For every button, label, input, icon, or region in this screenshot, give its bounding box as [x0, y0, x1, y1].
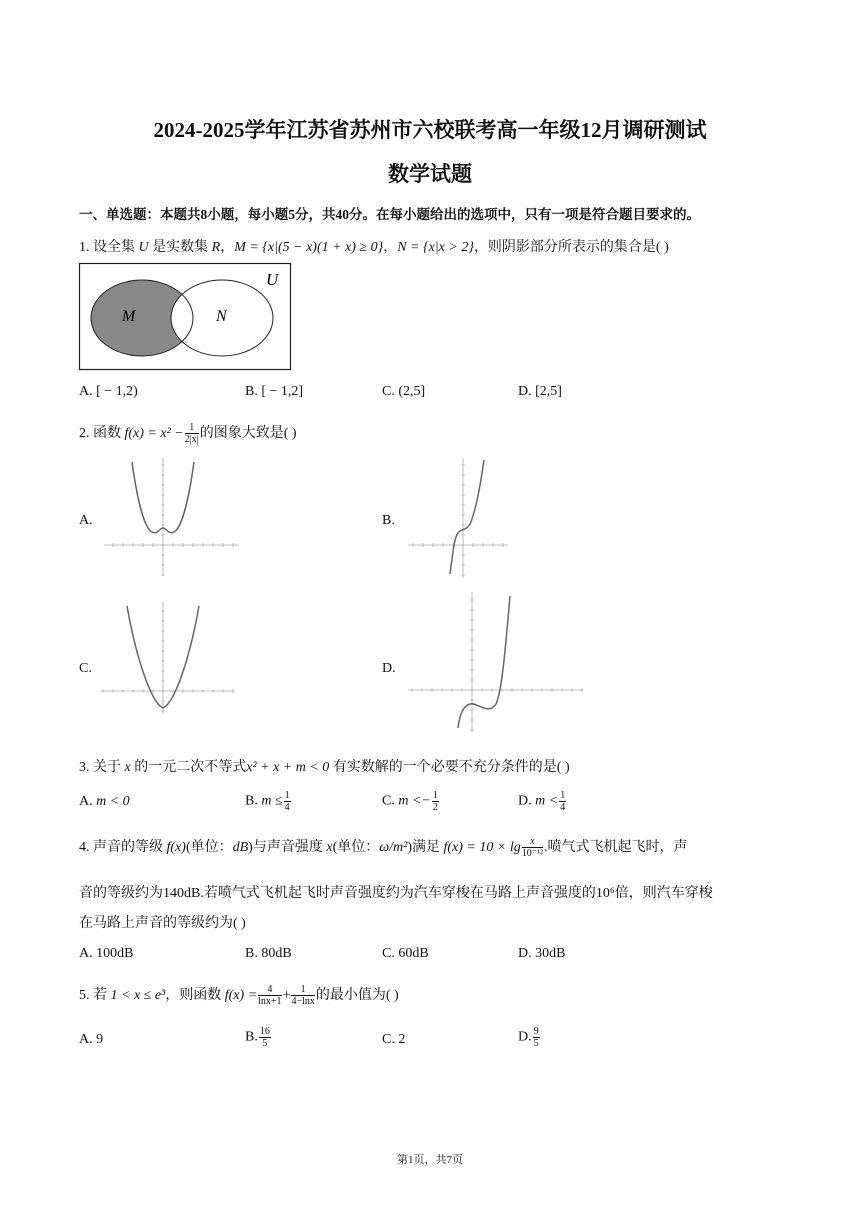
graph-d [408, 592, 583, 732]
graph-c [100, 602, 235, 714]
page-footer: 第1页，共7页 [397, 1154, 463, 1166]
q5-option-d: D. $\frac{9}{5}$ [518, 1026, 539, 1049]
q1-option-c: C. (2,5] [382, 384, 426, 399]
question-1: 1. 设全集 U 是实数集 R，M = {x|(5 − x)(1 + x) ≥ 0}，N = {x|x > 2}，则阴影部分所表示的集合是( ) [79, 240, 669, 255]
q4-option-a: A. 100dB [79, 946, 134, 961]
q3-option-a: A. m < 0 [79, 794, 130, 809]
q3-option-b: B. m ≤ $\frac{1}{4}$ [245, 790, 290, 813]
curve-d [458, 596, 510, 728]
question-4-line-3: 在马路上声音的等级约为( ) [79, 916, 246, 931]
venn-label-m: M [122, 308, 136, 325]
q3-option-d: D. m < $\frac{1}{4}$ [518, 790, 566, 813]
curve-b [450, 460, 484, 574]
venn-diagram [78, 262, 294, 372]
q4-option-c: C. 60dB [382, 946, 429, 961]
question-5: 5. 若 1 < x ≤ e³，则函数 f(x) = $\frac{4}{\ln x+1}$ + $\frac{1}{4-\ln x}$ 的最小值为( ) [79, 984, 399, 1008]
q1-option-a: A. [ − 1,2) [79, 384, 138, 399]
q4-option-b: B. 80dB [245, 946, 292, 961]
section-heading: 一、单选题：本题共8小题，每小题5分，共40分。在每小题给出的选项中，只有一项是符合题目要求的。 [79, 207, 700, 222]
q1-option-d: D. [2,5] [518, 384, 562, 399]
q4-option-d: D. 30dB [518, 946, 566, 961]
graph-a [104, 458, 239, 576]
venn-label-n: N [216, 308, 227, 325]
q2-label-d: D. [382, 661, 396, 676]
venn-label-u: U [266, 270, 279, 289]
q2-label-c: C. [79, 661, 92, 676]
q3-option-c: C. m <− $\frac{1}{2}$ [382, 790, 438, 813]
page-title: 2024-2025学年江苏省苏州市六校联考高一年级12月调研测试 [153, 118, 707, 142]
q2-label-a: A. [79, 513, 93, 528]
question-4-line-1: 4. 声音的等级 f(x)(单位：dB)与声音强度 x(单位：ω/m²)满足 f(x) = 10 × lg $\frac{x}{\text{10⁻¹²}}$ .喷气式飞机起飞时，声 [79, 836, 688, 860]
question-4-line-2: 音的等级约为140dB.若喷气式飞机起飞时声音强度约为汽车穿梭在马路上声音强度的10⁶倍，则汽车穿梭 [79, 886, 713, 901]
q2-label-b: B. [382, 513, 395, 528]
q5-option-b: B. $\frac{16}{5}$ [245, 1026, 270, 1049]
q1-option-b: B. [ − 1,2] [245, 384, 304, 399]
graph-b [408, 458, 508, 578]
q2-fraction: $\frac{1}{2|x|}$ [184, 422, 199, 446]
question-3: 3. 关于 x 的一元二次不等式x² + x + m < 0 有实数解的一个必要不充分条件的是( ) [79, 760, 570, 775]
q5-option-a: A. 9 [79, 1032, 104, 1047]
question-2: 2. 函数 f(x) = x² − $\frac{1}{2|x|}$ 的图象大致是( ) [79, 422, 297, 446]
page-subtitle: 数学试题 [388, 162, 472, 186]
q5-option-c: C. 2 [382, 1032, 406, 1047]
